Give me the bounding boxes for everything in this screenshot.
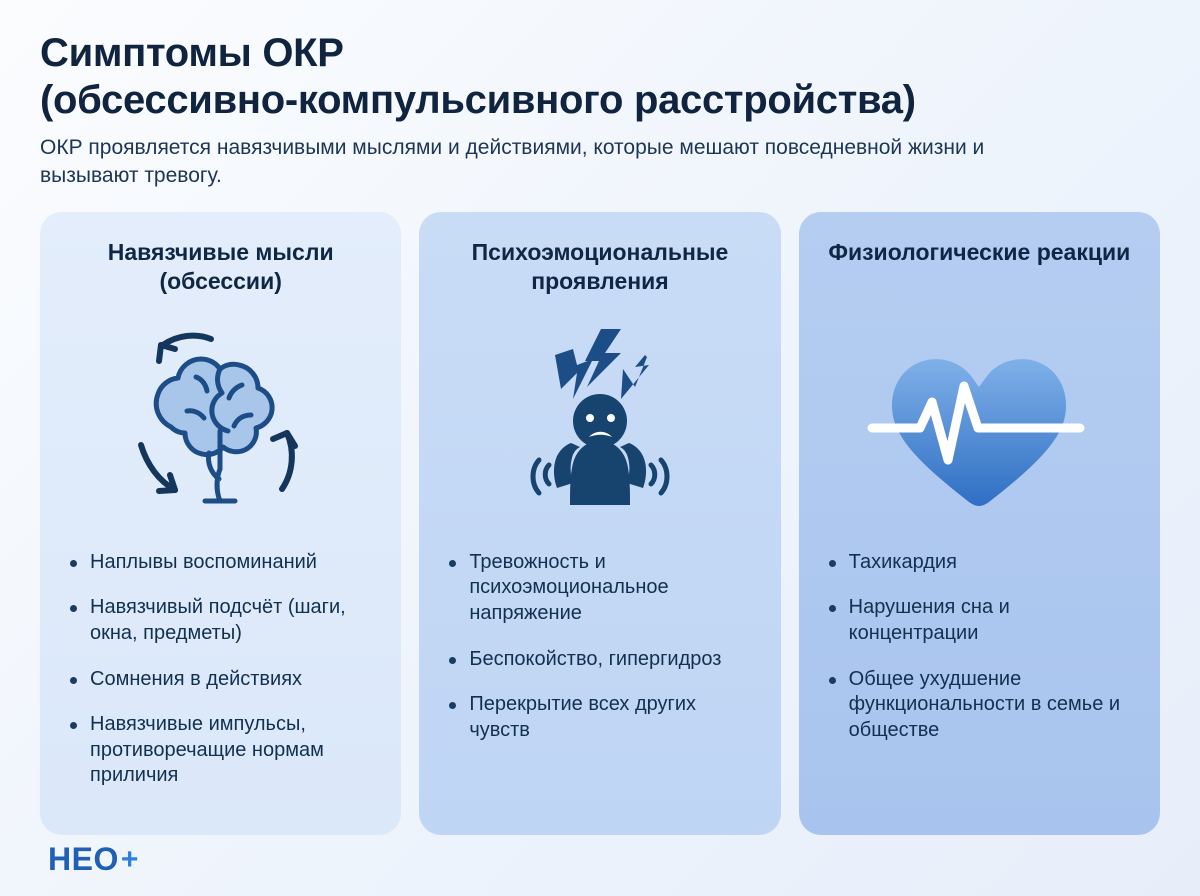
- card-title: Навязчивые мысли (обсессии): [107, 238, 334, 294]
- list-item: Сомнения в действиях: [68, 667, 377, 693]
- list-item: Тревожность и психоэмоциональное напряжение: [447, 550, 756, 627]
- card-psychoemotional: [419, 212, 780, 835]
- list-item: Перекрытие всех других чувств: [447, 692, 756, 743]
- card-bullet-list: [821, 550, 1138, 764]
- cards-row: [40, 212, 1160, 835]
- list-item: Нарушения сна и концентрации: [827, 595, 1136, 646]
- card-bullet-list: [441, 550, 758, 764]
- list-item: Навязчивые импульсы, противоречащие нормам приличия: [68, 712, 377, 789]
- card-title: Психоэмоциональные проявления: [471, 238, 729, 294]
- heart-pulse-icon: [821, 300, 1138, 550]
- page-title-line-2: (обсессивно-компульсивного расстройства): [40, 78, 916, 123]
- page-title: [40, 30, 1160, 124]
- card-physiological: [799, 212, 1160, 835]
- list-item: Тахикардия: [827, 550, 1136, 576]
- page-title-line-1: Симптомы ОКР: [40, 31, 344, 75]
- brand-logo-text: НЕО: [48, 841, 119, 877]
- brand-logo: [48, 841, 139, 878]
- card-title: Физиологические реакции: [828, 238, 1131, 265]
- card-bullet-list: [62, 550, 379, 809]
- list-item: Общее ухудшение функциональности в семье и обществе: [827, 667, 1136, 744]
- list-item: Навязчивый подсчёт (шаги, окна, предметы): [68, 595, 377, 646]
- card-obsessive-thoughts: [40, 212, 401, 835]
- brand-logo-plus: +: [120, 842, 139, 876]
- brain-icon: [62, 300, 379, 550]
- page-subtitle: ОКР проявляется навязчивыми мыслями и действиями, которые мешают повседневной жизни и вызывают тревогу.: [40, 136, 985, 188]
- list-item: Наплывы воспоминаний: [68, 550, 377, 576]
- list-item: Беспокойство, гипергидроз: [447, 647, 756, 673]
- stressed-person-icon: [441, 300, 758, 550]
